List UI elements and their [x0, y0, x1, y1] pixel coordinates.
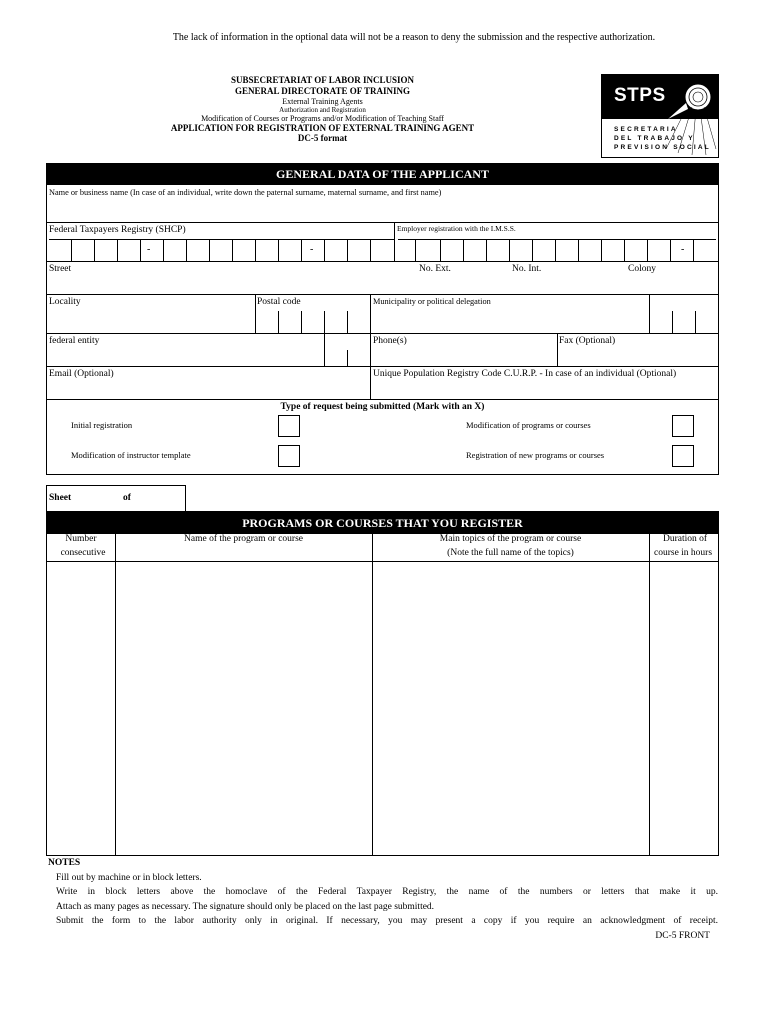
note-item: Fill out by machine or in block letters.	[56, 872, 202, 883]
no-ext-label: No. Ext.	[419, 264, 451, 274]
header-auth: Authorization and Registration	[279, 106, 366, 114]
curp-label: Unique Population Registry Code C.U.R.P. - In case of an individual (Optional)	[373, 369, 677, 379]
name-label: Name or business name (In case of an individual, write down the paternal surname, maternal surname, and first name)	[49, 188, 442, 197]
street-label: Street	[49, 264, 72, 274]
header-directorate: GENERAL DIRECTORATE OF TRAINING	[235, 86, 410, 96]
topics-column-field[interactable]	[374, 562, 648, 856]
header-application: APPLICATION FOR REGISTRATION OF EXTERNAL TRAINING AGENT	[170, 123, 475, 133]
postal-code-label: Postal code	[257, 297, 301, 307]
col-topics-header-1: Main topics of the program or course	[439, 534, 582, 544]
optional-data-note: The lack of information in the optional data will not be a reason to deny the submission and the respective authorization.	[172, 32, 656, 43]
mod-instructor-checkbox[interactable]	[278, 445, 300, 467]
col-topics-header-2: (Note the full name of the topics)	[447, 548, 574, 558]
federal-entity-label: federal entity	[49, 336, 100, 346]
logo-line-2: DEL TRABAJO Y	[614, 135, 695, 142]
col-number-header-1: Number	[65, 534, 97, 544]
notes-section	[48, 856, 718, 943]
col-duration-header-2: course in hours	[654, 548, 713, 558]
programs-table	[46, 511, 719, 856]
rfc-dash-1: -	[147, 244, 151, 255]
stps-abbrev: STPS	[614, 85, 666, 106]
note-item: Submit the form to the labor authority only in original. If necessary, you may present a copy if you require an acknowledgment of receipt.	[56, 916, 718, 926]
form-footer-code: DC-5 FRONT	[655, 930, 710, 941]
sheet-of-label: of	[123, 493, 131, 503]
phones-label: Phone(s)	[373, 336, 407, 346]
programs-title: PROGRAMS OR COURSES THAT YOU REGISTER	[47, 512, 718, 534]
imss-label: Employer registration with the I.M.S.S.	[397, 224, 516, 233]
name-field[interactable]	[49, 200, 716, 220]
new-programs-checkbox[interactable]	[672, 445, 694, 467]
sheet-box[interactable]	[46, 485, 186, 512]
mod-programs-checkbox[interactable]	[672, 415, 694, 437]
duration-column-field[interactable]	[651, 562, 717, 856]
note-item: Write in block letters above the homoclave of the Federal Taxpayer Registry, the name of the numbers or letters that make it up.	[56, 887, 718, 897]
colony-label: Colony	[628, 264, 656, 274]
imss-dash: -	[681, 244, 685, 255]
rfc-label: Federal Taxpayers Registry (SHCP)	[49, 225, 186, 235]
option-new-programs-label: Registration of new programs or courses	[466, 450, 605, 460]
initial-registration-checkbox[interactable]	[278, 415, 300, 437]
option-mod-instructor-label: Modification of instructor template	[71, 450, 191, 460]
rfc-dash-2: -	[310, 244, 314, 255]
email-label: Email (Optional)	[49, 369, 114, 379]
header-agents: External Training Agents	[282, 97, 363, 106]
note-item: Attach as many pages as necessary. The signature should only be placed on the last page submitted.	[56, 901, 435, 912]
option-mod-programs-label: Modification of programs or courses	[466, 420, 591, 430]
logo-line-1: SECRETARIA	[614, 126, 678, 133]
logo-line-3: PREVISION SOCIAL	[614, 144, 711, 151]
no-int-label: No. Int.	[512, 264, 542, 274]
general-data-section	[46, 163, 719, 475]
number-column-field[interactable]	[48, 562, 114, 856]
notes-title: NOTES	[48, 858, 81, 868]
sheet-label: Sheet	[49, 493, 72, 503]
header-format: DC-5 format	[297, 133, 348, 143]
fax-label: Fax (Optional)	[559, 336, 616, 346]
request-type-title: Type of request being submitted (Mark with an X)	[280, 402, 485, 412]
program-name-column-field[interactable]	[117, 562, 371, 856]
col-duration-header-1: Duration of	[662, 534, 708, 544]
municipality-label: Municipality or political delegation	[373, 297, 491, 306]
header-modification: Modification of Courses or Programs and/or Modification of Teaching Staff	[201, 114, 444, 123]
col-number-header-2: consecutive	[60, 548, 106, 558]
header-subsecretariat: SUBSECRETARIAT OF LABOR INCLUSION	[231, 75, 414, 85]
general-data-title: GENERAL DATA OF THE APPLICANT	[47, 164, 718, 185]
stps-logo	[601, 74, 719, 158]
option-initial-label: Initial registration	[71, 420, 133, 430]
col-name-header: Name of the program or course	[184, 534, 303, 544]
locality-label: Locality	[49, 297, 81, 307]
